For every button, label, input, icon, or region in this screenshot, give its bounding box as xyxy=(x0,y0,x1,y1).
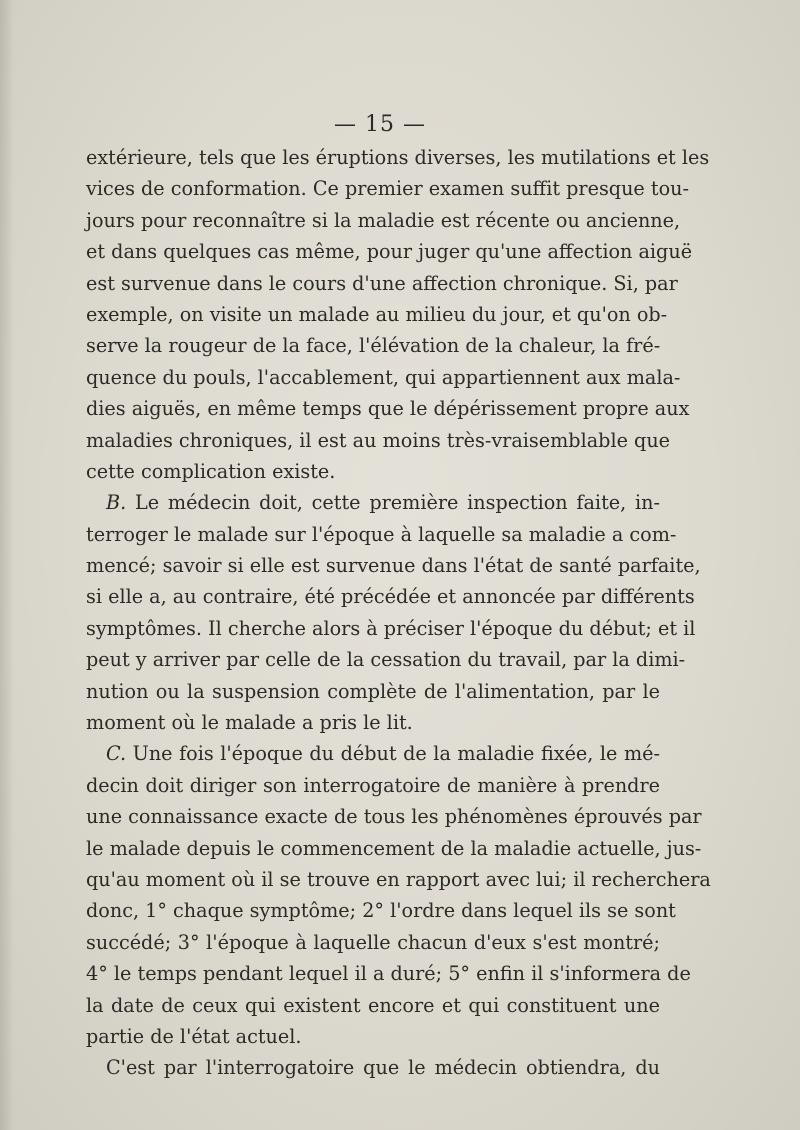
page-number: — 15 — xyxy=(334,112,426,137)
text-line: nution ou la suspension complète de l'alimentation, par le xyxy=(86,679,660,703)
text-line: donc, 1° chaque symptôme; 2° l'ordre dans lequel ils se sont xyxy=(86,899,676,923)
text-line: qu'au moment où il se trouve en rapport avec lui; il recherchera xyxy=(86,867,711,891)
text-line: si elle a, au contraire, été précédée et annoncée par différents xyxy=(86,585,695,609)
page-edge-shadow xyxy=(0,0,14,1130)
text-line: moment où le malade a pris le lit. xyxy=(86,711,413,735)
text-line: maladies chroniques, il est au moins très-vraisemblable que xyxy=(86,428,671,452)
paragraph-b xyxy=(86,487,701,738)
text-line: extérieure, tels que les éruptions diverses, les mutilations et les xyxy=(86,146,710,169)
text-line xyxy=(86,487,660,518)
text-line: serve la rougeur de la face, l'élévation de la chaleur, la fré- xyxy=(86,334,661,358)
text-line: cette complication existe. xyxy=(86,459,336,483)
text-line: une connaissance exacte de tous les phénomènes éprouvés par xyxy=(86,805,702,829)
text-line xyxy=(86,738,660,769)
text-line: le malade depuis le commencement de la maladie actuelle, jus- xyxy=(86,836,702,860)
text-line: et dans quelques cas même, pour juger qu'une affection aiguë xyxy=(86,240,693,264)
body-text xyxy=(86,142,711,1084)
text-line: vices de conformation. Ce premier examen suffit presque tou- xyxy=(86,177,689,201)
text-line: symptômes. Il cherche alors à préciser l'époque du début; et il xyxy=(86,616,696,640)
paragraph-c-opening: Une fois l'époque du début de la maladie fixée, le mé- xyxy=(132,742,660,766)
text-line: est survenue dans le cours d'une affection chronique. Si, par xyxy=(86,271,678,295)
text-line: C'est par l'interrogatoire que le médecin obtiendra, du xyxy=(106,1056,660,1080)
text-line: la date de ceux qui existent encore et qui constituent une xyxy=(86,993,660,1017)
text-line: partie de l'état actuel. xyxy=(86,1024,302,1048)
text-line: jours pour reconnaître si la maladie est récente ou ancienne, xyxy=(86,208,681,232)
section-marker-c: C. xyxy=(106,742,127,766)
text-line: quence du pouls, l'accablement, qui appartiennent aux mala- xyxy=(86,365,681,389)
paragraph-1 xyxy=(86,142,710,487)
paragraph-4 xyxy=(86,1052,660,1083)
section-marker-b: B. xyxy=(106,491,127,515)
text-line: terroger le malade sur l'époque à laquelle sa maladie a com- xyxy=(86,522,677,546)
text-line: succédé; 3° l'époque à laquelle chacun d'eux s'est montré; xyxy=(86,930,660,954)
text-line: dies aiguës, en même temps que le dépérissement propre aux xyxy=(86,397,690,421)
text-line: decin doit diriger son interrogatoire de manière à prendre xyxy=(86,773,660,797)
text-line: exemple, on visite un malade au milieu du jour, et qu'on ob- xyxy=(86,302,668,326)
text-line: 4° le temps pendant lequel il a duré; 5° enfin il s'informera de xyxy=(86,962,691,986)
paragraph-c xyxy=(86,738,711,1052)
text-line: peut y arriver par celle de la cessation du travail, par la dimi- xyxy=(86,648,686,672)
paragraph-b-opening: Le médecin doit, cette première inspection faite, in- xyxy=(135,491,661,515)
text-line: mencé; savoir si elle est survenue dans l'état de santé parfaite, xyxy=(86,554,701,578)
